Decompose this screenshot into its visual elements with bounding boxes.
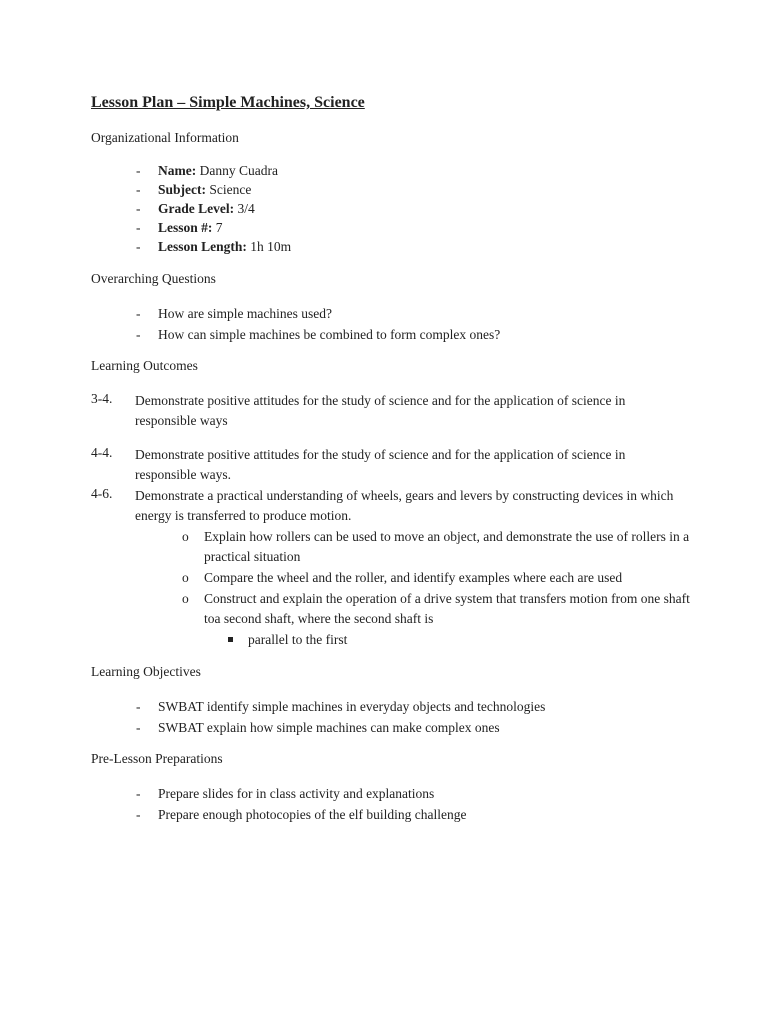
sub-list-item-text: Construct and explain the operation of a drive system that transfers motion from one shaft toa second shaft, where the second shaft is: [204, 591, 690, 626]
sub-list-item-text: Explain how rollers can be used to move an object, and demonstrate the use of rollers in a practical situation: [204, 529, 690, 564]
list-item: [136, 324, 500, 345]
dash-marker: -: [136, 306, 141, 321]
list-item: [136, 303, 500, 324]
field-label: Grade Level:: [158, 201, 235, 216]
field-label: Lesson #:: [158, 220, 213, 235]
sub-list-item: [182, 568, 692, 588]
dash-marker: -: [136, 201, 141, 216]
sub-list-item-text: Compare the wheel and the roller, and identify examples where each are used: [204, 570, 623, 585]
dash-marker: -: [136, 239, 141, 254]
list-item: [136, 717, 545, 738]
dash-marker: -: [136, 220, 141, 235]
sub-sub-list-item: [228, 630, 347, 650]
objectives-heading: Learning Objectives: [91, 664, 201, 679]
field-label: Subject:: [158, 182, 206, 197]
dash-marker: -: [136, 720, 141, 735]
dash-marker: -: [136, 327, 141, 342]
dash-marker: -: [136, 163, 141, 178]
field-label: Name:: [158, 163, 197, 178]
outcome-text: Demonstrate a practical understanding of wheels, gears and levers by constructing devices in which energy is transferred to produce motion.: [135, 488, 674, 523]
list-item-text: Prepare slides for in class activity and explanations: [158, 786, 435, 801]
square-bullet-icon: [228, 637, 233, 642]
outcomes-heading: Learning Outcomes: [91, 358, 198, 373]
list-item-text: SWBAT explain how simple machines can make complex ones: [158, 720, 500, 735]
sub-list-item: [182, 527, 692, 567]
field-value: Science: [209, 182, 252, 197]
overarching-heading: Overarching Questions: [91, 271, 216, 286]
org-info-item-lesson-length: [136, 237, 291, 256]
outcome-text: Demonstrate positive attitudes for the study of science and for the application of science in responsible ways.: [135, 447, 626, 482]
outcome-sub-sub-list: [228, 630, 347, 650]
outcome-sub-list: [182, 527, 692, 630]
org-info-item-name: [136, 161, 291, 180]
list-item: [136, 783, 467, 804]
field-value: 7: [215, 220, 223, 235]
org-info-item-lesson-number: [136, 218, 291, 237]
list-item-text: How can simple machines be combined to form complex ones?: [158, 327, 501, 342]
preparations-list: [136, 783, 467, 825]
outcome-number: 3-4.: [91, 391, 113, 406]
objectives-list: [136, 696, 545, 738]
field-label: Lesson Length:: [158, 239, 247, 254]
outcome-text: Demonstrate positive attitudes for the study of science and for the application of science in responsible ways: [135, 393, 626, 428]
circle-marker: o: [182, 570, 189, 585]
dash-marker: -: [136, 807, 141, 822]
org-info-list: [136, 161, 291, 256]
list-item-text: SWBAT identify simple machines in everyday objects and technologies: [158, 699, 546, 714]
list-item: [136, 804, 467, 825]
list-item: [136, 696, 545, 717]
page-title: Lesson Plan – Simple Machines, Science: [91, 94, 365, 111]
org-info-heading: Organizational Information: [91, 130, 239, 145]
circle-marker: o: [182, 529, 189, 544]
list-item-text: How are simple machines used?: [158, 306, 332, 321]
preparations-heading: Pre-Lesson Preparations: [91, 751, 223, 766]
overarching-list: [136, 303, 500, 345]
org-info-item-subject: [136, 180, 291, 199]
org-info-item-grade: [136, 199, 291, 218]
field-value: 3/4: [237, 201, 255, 216]
list-item-text: Prepare enough photocopies of the elf building challenge: [158, 807, 467, 822]
outcome-number: 4-6.: [91, 486, 113, 501]
dash-marker: -: [136, 786, 141, 801]
field-value: Danny Cuadra: [199, 163, 278, 178]
sub-sub-list-item-text: parallel to the first: [248, 632, 348, 647]
circle-marker: o: [182, 591, 189, 606]
dash-marker: -: [136, 699, 141, 714]
sub-list-item: [182, 589, 692, 629]
dash-marker: -: [136, 182, 141, 197]
field-value: 1h 10m: [250, 239, 292, 254]
outcome-number: 4-4.: [91, 445, 113, 460]
